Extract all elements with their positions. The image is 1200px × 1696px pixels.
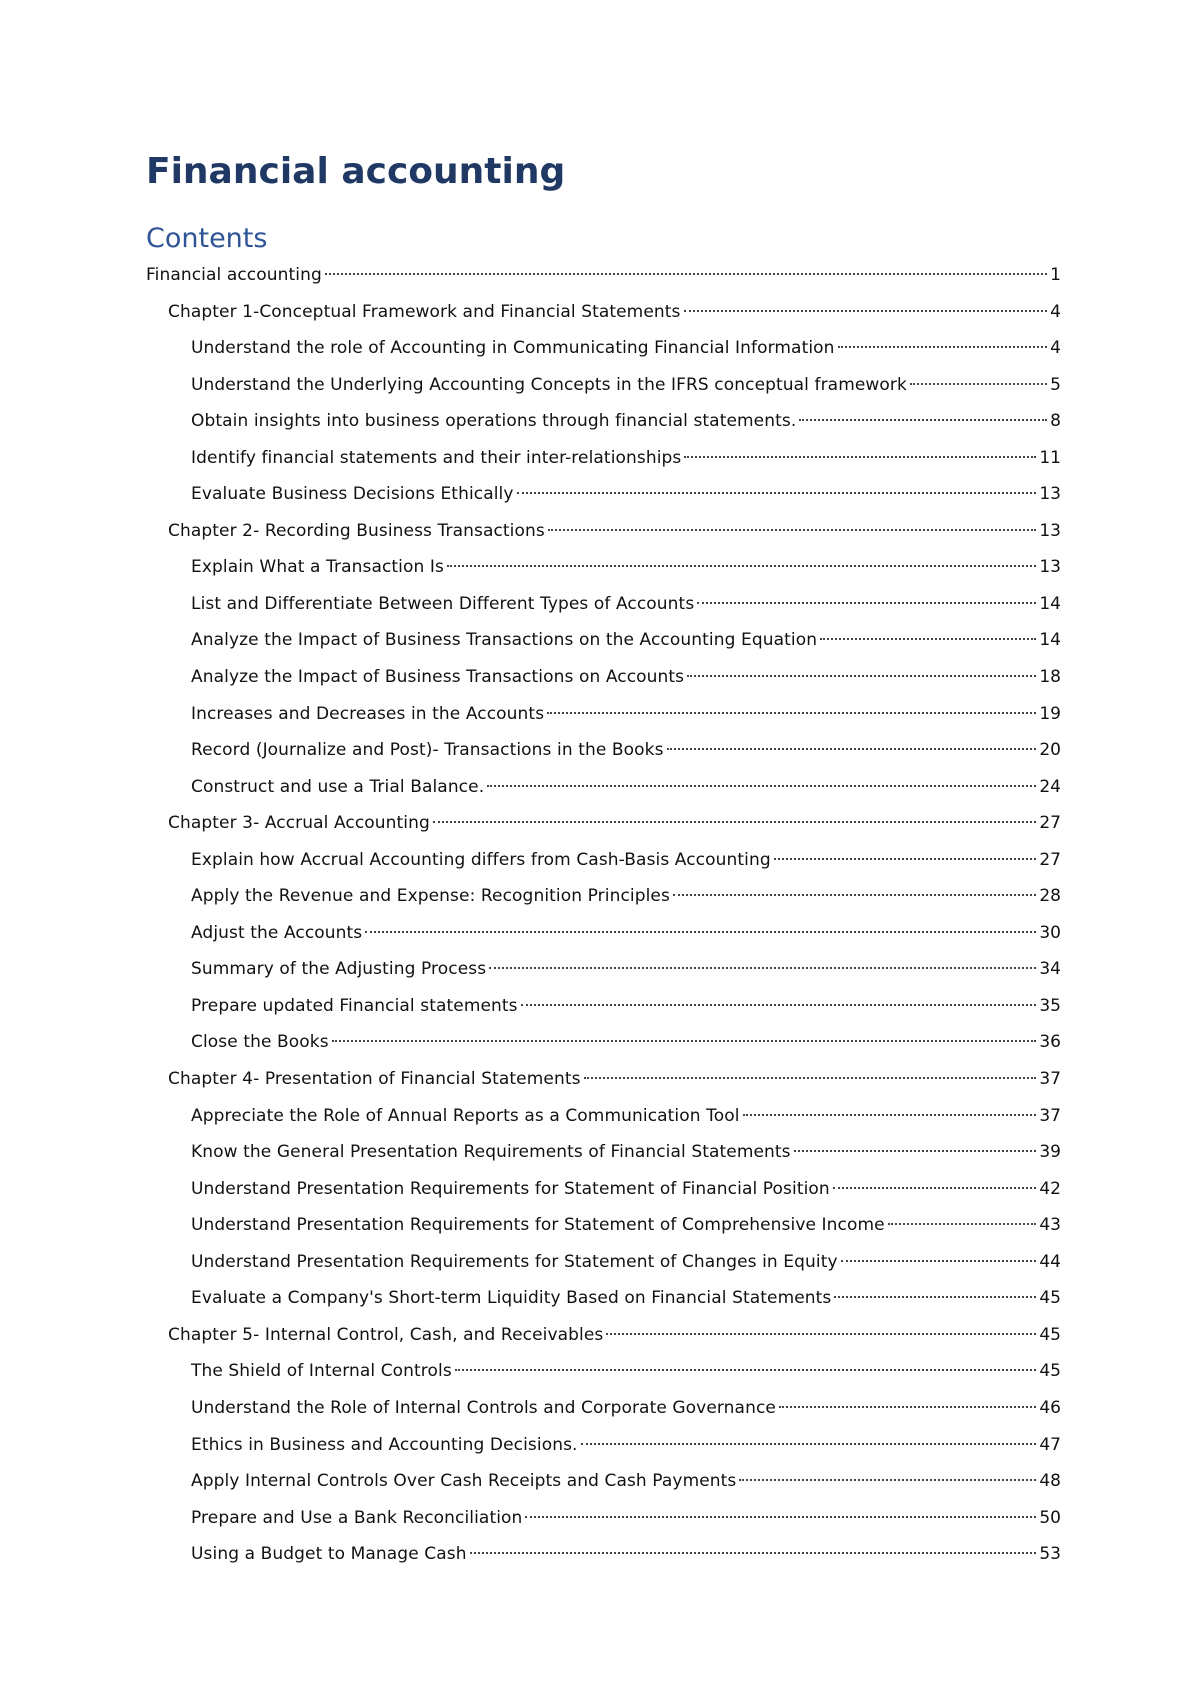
dot-leader (667, 748, 1037, 750)
toc-entry-title[interactable]: Construct and use a Trial Balance. (191, 776, 485, 797)
toc-entry[interactable] (146, 586, 1061, 623)
dot-leader (433, 821, 1036, 823)
toc-page-number[interactable]: 13 (1039, 484, 1061, 505)
dot-leader (606, 1333, 1036, 1335)
dot-leader (525, 1516, 1036, 1518)
toc-entry[interactable] (146, 1463, 1061, 1500)
toc-page-number[interactable]: 45 (1039, 1288, 1061, 1309)
dot-leader (487, 785, 1036, 787)
toc-page-number[interactable]: 46 (1039, 1397, 1061, 1418)
toc-entry[interactable] (146, 1427, 1061, 1464)
dot-leader (834, 1296, 1036, 1298)
toc-page-number[interactable]: 4 (1050, 338, 1061, 359)
toc-entry-title[interactable]: Ethics in Business and Accounting Decisions. (191, 1434, 578, 1455)
toc-page-number[interactable]: 1 (1050, 265, 1061, 285)
toc-entry[interactable] (146, 440, 1061, 477)
toc-page-number[interactable]: 13 (1039, 557, 1061, 578)
dot-leader (547, 712, 1036, 714)
toc-entry[interactable] (146, 1098, 1061, 1135)
toc-page-number[interactable]: 48 (1039, 1471, 1061, 1492)
toc-entry[interactable] (146, 257, 1061, 294)
table-of-contents (146, 257, 1061, 1573)
toc-heading: Contents (146, 223, 268, 254)
toc-entry[interactable] (146, 549, 1061, 586)
dot-leader (799, 419, 1047, 421)
toc-page-number[interactable]: 37 (1039, 1069, 1061, 1090)
dot-leader (833, 1187, 1037, 1189)
toc-entry-title[interactable]: Analyze the Impact of Business Transactions on the Accounting Equation (191, 630, 818, 651)
dot-leader (779, 1406, 1036, 1408)
dot-leader (447, 565, 1036, 567)
toc-entry[interactable] (146, 696, 1061, 733)
toc-entry-title[interactable]: Chapter 5- Internal Control, Cash, and Receivables (168, 1324, 604, 1345)
toc-page-number[interactable]: 8 (1050, 411, 1061, 432)
toc-page-number[interactable]: 35 (1039, 995, 1061, 1016)
toc-page-number[interactable]: 37 (1039, 1105, 1061, 1126)
toc-entry[interactable] (146, 476, 1061, 513)
toc-entry-title[interactable]: Understand Presentation Requirements for Statement of Changes in Equity (191, 1251, 838, 1272)
toc-page-number[interactable]: 44 (1039, 1251, 1061, 1272)
dot-leader (743, 1114, 1037, 1116)
toc-entry[interactable] (146, 1500, 1061, 1537)
toc-entry[interactable] (146, 513, 1061, 550)
toc-entry-title[interactable]: Increases and Decreases in the Accounts (191, 703, 545, 724)
toc-entry-title[interactable]: Prepare updated Financial statements (191, 995, 518, 1016)
toc-page-number[interactable]: 28 (1039, 886, 1061, 907)
toc-page-number[interactable]: 45 (1039, 1324, 1061, 1345)
toc-entry[interactable] (146, 878, 1061, 915)
toc-entry[interactable] (146, 842, 1061, 879)
dot-leader (455, 1369, 1037, 1371)
document-title: Financial accounting (146, 151, 566, 192)
toc-entry[interactable] (146, 988, 1061, 1025)
toc-entry[interactable] (146, 1244, 1061, 1281)
dot-leader (820, 638, 1036, 640)
toc-page-number[interactable]: 18 (1039, 667, 1061, 688)
toc-entry-title[interactable]: Understand Presentation Requirements for Statement of Comprehensive Income (191, 1215, 885, 1236)
toc-entry-title[interactable]: Summary of the Adjusting Process (191, 959, 487, 980)
toc-entry[interactable] (146, 1061, 1061, 1098)
dot-leader (548, 529, 1037, 531)
dot-leader (521, 1004, 1037, 1006)
toc-entry[interactable] (146, 1280, 1061, 1317)
toc-page-number[interactable]: 14 (1039, 630, 1061, 651)
toc-page-number[interactable]: 27 (1039, 849, 1061, 870)
toc-entry[interactable] (146, 294, 1061, 331)
toc-entry-title[interactable]: Know the General Presentation Requirements of Financial Statements (191, 1142, 791, 1163)
dot-leader (489, 967, 1036, 969)
toc-entry-title[interactable]: Close the Books (191, 1032, 329, 1053)
toc-entry-title[interactable]: Apply the Revenue and Expense: Recognition Principles (191, 886, 670, 907)
dot-leader (581, 1443, 1037, 1445)
toc-entry[interactable] (146, 659, 1061, 696)
toc-entry[interactable] (146, 330, 1061, 367)
toc-entry[interactable] (146, 1390, 1061, 1427)
toc-entry-title[interactable]: Chapter 2- Recording Business Transactions (168, 520, 545, 541)
dot-leader (673, 894, 1036, 896)
toc-entry-title[interactable]: Obtain insights into business operations through financial statements. (191, 411, 797, 432)
toc-page-number[interactable]: 36 (1039, 1032, 1061, 1053)
dot-leader (684, 456, 1036, 458)
toc-entry-title[interactable]: Understand Presentation Requirements for Statement of Financial Position (191, 1178, 830, 1199)
toc-page-number[interactable]: 14 (1039, 593, 1061, 614)
toc-page-number[interactable]: 24 (1039, 776, 1061, 797)
toc-page-number[interactable]: 19 (1039, 703, 1061, 724)
toc-entry[interactable] (146, 951, 1061, 988)
dot-leader (739, 1479, 1036, 1481)
dot-leader (794, 1150, 1037, 1152)
dot-leader (687, 675, 1036, 677)
toc-page-number[interactable]: 27 (1039, 813, 1061, 834)
dot-leader (584, 1077, 1037, 1079)
toc-entry-title[interactable]: List and Differentiate Between Different Types of Accounts (191, 593, 695, 614)
toc-entry[interactable] (146, 915, 1061, 952)
toc-entry[interactable] (146, 403, 1061, 440)
toc-entry-title[interactable]: Understand the Role of Internal Controls and Corporate Governance (191, 1397, 776, 1418)
toc-entry[interactable] (146, 1134, 1061, 1171)
toc-page-number[interactable]: 43 (1039, 1215, 1061, 1236)
toc-page-number[interactable]: 39 (1039, 1142, 1061, 1163)
toc-entry[interactable] (146, 732, 1061, 769)
dot-leader (684, 310, 1048, 312)
toc-entry-title[interactable]: Chapter 4- Presentation of Financial Statements (168, 1069, 581, 1090)
toc-entry[interactable] (146, 1353, 1061, 1390)
dot-leader (365, 931, 1036, 933)
toc-page-number[interactable]: 50 (1039, 1507, 1061, 1528)
toc-page-number[interactable]: 11 (1039, 447, 1061, 468)
toc-entry[interactable] (146, 769, 1061, 806)
toc-entry-title[interactable]: Chapter 3- Accrual Accounting (168, 813, 430, 834)
toc-entry-title[interactable]: Understand the role of Accounting in Communicating Financial Information (191, 338, 835, 359)
toc-entry[interactable] (146, 1536, 1061, 1573)
toc-page-number[interactable]: 45 (1039, 1361, 1061, 1382)
toc-entry[interactable] (146, 1171, 1061, 1208)
toc-page-number[interactable]: 13 (1039, 520, 1061, 541)
toc-entry-title[interactable]: Appreciate the Role of Annual Reports as a Communication Tool (191, 1105, 740, 1126)
toc-entry[interactable] (146, 367, 1061, 404)
toc-page-number[interactable]: 20 (1039, 740, 1061, 761)
toc-entry-title[interactable]: The Shield of Internal Controls (191, 1361, 452, 1382)
toc-entry-title[interactable]: Identify financial statements and their inter-relationships (191, 447, 682, 468)
toc-entry-title[interactable]: Chapter 1-Conceptual Framework and Financial Statements (168, 301, 681, 322)
dot-leader (517, 492, 1037, 494)
toc-entry-title[interactable]: Evaluate a Company's Short-term Liquidity Based on Financial Statements (191, 1288, 832, 1309)
toc-entry-title[interactable]: Record (Journalize and Post)- Transactions in the Books (191, 740, 664, 761)
toc-entry[interactable] (146, 805, 1061, 842)
toc-page-number[interactable]: 4 (1050, 301, 1061, 322)
toc-page-number[interactable]: 53 (1039, 1544, 1061, 1565)
dot-leader (838, 346, 1048, 348)
toc-entry[interactable] (146, 622, 1061, 659)
toc-entry-title[interactable]: Understand the Underlying Accounting Concepts in the IFRS conceptual framework (191, 374, 907, 395)
toc-page-number[interactable]: 30 (1039, 922, 1061, 943)
dot-leader (325, 273, 1047, 275)
toc-entry[interactable] (146, 1207, 1061, 1244)
toc-entry-title[interactable]: Using a Budget to Manage Cash (191, 1544, 467, 1565)
toc-entry-title[interactable]: Financial accounting (146, 265, 322, 285)
dot-leader (841, 1260, 1037, 1262)
toc-entry-title[interactable]: Explain What a Transaction Is (191, 557, 444, 578)
toc-page-number[interactable]: 47 (1039, 1434, 1061, 1455)
toc-page-number[interactable]: 42 (1039, 1178, 1061, 1199)
toc-entry[interactable] (146, 1024, 1061, 1061)
toc-page-number[interactable]: 34 (1039, 959, 1061, 980)
toc-page-number[interactable]: 5 (1050, 374, 1061, 395)
dot-leader (910, 383, 1047, 385)
toc-entry-title[interactable]: Adjust the Accounts (191, 922, 363, 943)
dot-leader (697, 602, 1036, 604)
dot-leader (774, 858, 1037, 860)
dot-leader (332, 1040, 1037, 1042)
toc-entry-title[interactable]: Analyze the Impact of Business Transactions on Accounts (191, 667, 685, 688)
toc-entry[interactable] (146, 1317, 1061, 1354)
toc-entry-title[interactable]: Explain how Accrual Accounting differs from Cash-Basis Accounting (191, 849, 771, 870)
dot-leader (470, 1552, 1037, 1554)
toc-entry-title[interactable]: Evaluate Business Decisions Ethically (191, 484, 514, 505)
toc-entry-title[interactable]: Apply Internal Controls Over Cash Receipts and Cash Payments (191, 1471, 737, 1492)
dot-leader (888, 1223, 1037, 1225)
toc-entry-title[interactable]: Prepare and Use a Bank Reconciliation (191, 1507, 523, 1528)
